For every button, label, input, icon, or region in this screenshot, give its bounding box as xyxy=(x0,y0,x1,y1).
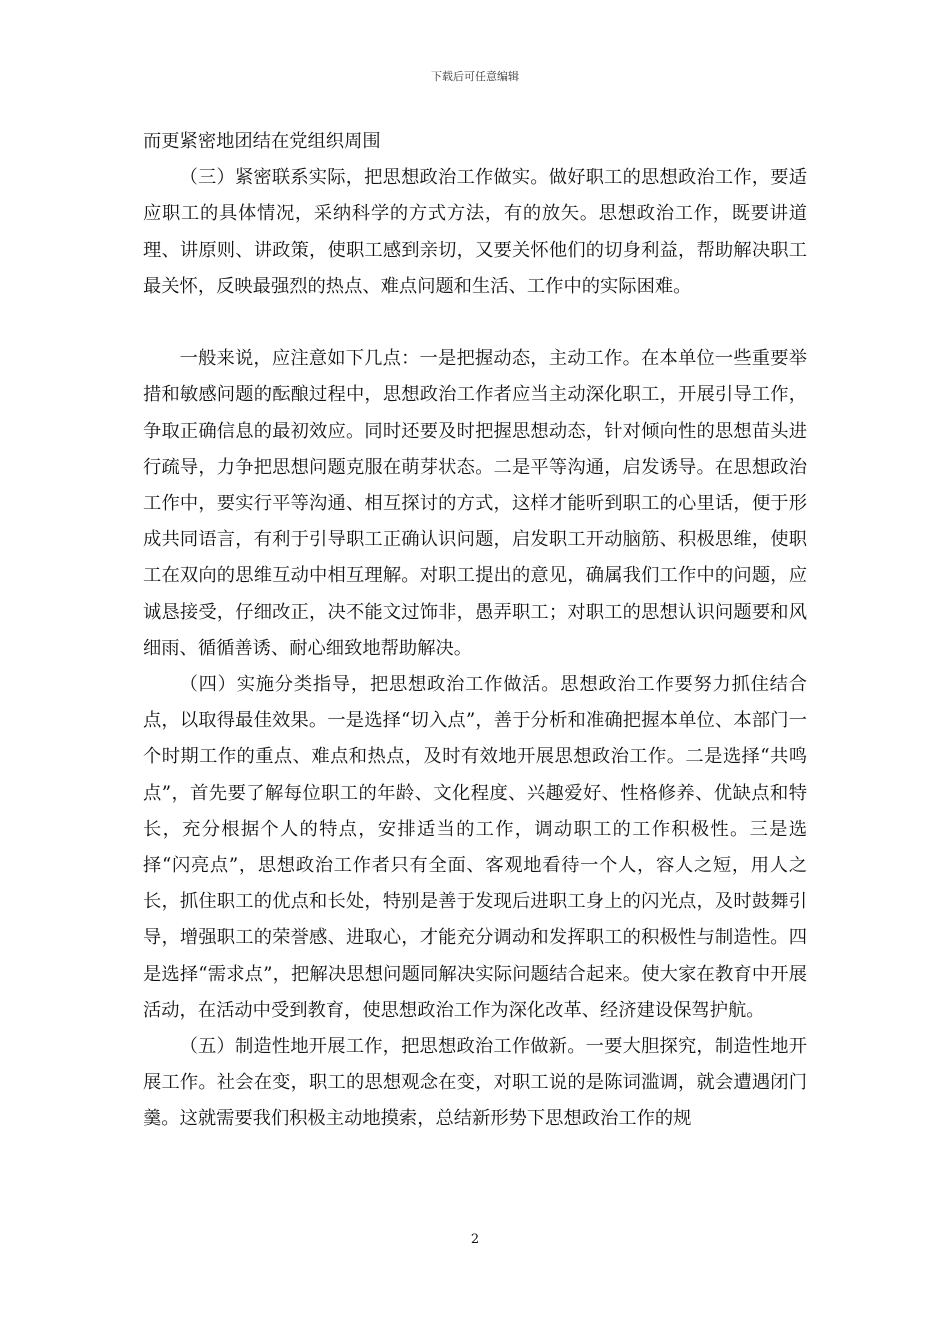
paragraph-general-points: 一般来说，应注意如下几点：一是把握动态，主动工作。在本单位一些重要举措和敏感问题的酝酿过程中，思想政治工作者应当主动深化职工，开展引导工作，争取正确信息的最初效应。同时还要及时把握思想动态，针对倾向性的思想苗头进行疏导，力争把思想问题克服在萌芽状态。二是平等沟通，启发诱导。在思想政治工作中，要实行平等沟通、相互探讨的方式，这样才能听到职工的心里话，便于形成共同语言，有利于引导职工正确认识问题，启发职工开动脑筋、积极思维，使职工在双向的思维互动中相互理解。对职工提出的意见，确属我们工作中的问题，应诚恳接受，仔细改正，决不能文过饰非，愚弄职工；对职工的思想认识问题要和风细雨、循循善诱、耐心细致地帮助解决。 xyxy=(143,348,807,659)
paragraph-gap xyxy=(143,305,807,341)
document-body xyxy=(143,124,807,1138)
page-number: 2 xyxy=(470,1232,480,1247)
paragraph-continuation: 而更紧密地团结在党组织周围 xyxy=(143,131,381,152)
paragraph-section-3: （三）紧密联系实际，把思想政治工作做实。做好职工的思想政治工作，要适应职工的具体情况，采纳科学的方式方法，有的放矢。思想政治工作，既要讲道理、讲原则、讲政策，使职工感到亲切，又要关怀他们的切身利益，帮助解决职工最关怀，反映最强烈的热点、难点问题和生活、工作中的实际困难。 xyxy=(143,167,807,297)
page-header: 下载后可任意编辑 xyxy=(431,70,519,83)
paragraph-section-4: （四）实施分类指导，把思想政治工作做活。思想政治工作要努力抓住结合点，以取得最佳效果。一是选择“切入点”，善于分析和准确把握本单位、本部门一个时期工作的重点、难点和热点，及时有效地开展思想政治工作。二是选择“共鸣点”，首先要了解每位职工的年龄、文化程度、兴趣爱好、性格修养、优缺点和特长，充分根据个人的特点，安排适当的工作，调动职工的工作积极性。三是选择“闪亮点”，思想政治工作者只有全面、客观地看待一个人，容人之短，用人之长，抓住职工的优点和长处，特别是善于发现后进职工身上的闪光点，及时鼓舞引导，增强职工的荣誉感、进取心，才能充分调动和发挥职工的积极性与制造性。四是选择“需求点”，把解决思想问题同解决实际问题结合起来。使大家在教育中开展活动，在活动中受到教育，使思想政治工作为深化改革、经济建设保驾护航。 xyxy=(143,674,807,1021)
paragraph-section-5: （五）制造性地开展工作，把思想政治工作做新。一要大胆探究，制造性地开展工作。社会在变，职工的思想观念在变，对职工说的是陈词滥调，就会遭遇闭门羹。这就需要我们积极主动地摸索，总结新形势下思想政治工作的规 xyxy=(143,1036,807,1130)
